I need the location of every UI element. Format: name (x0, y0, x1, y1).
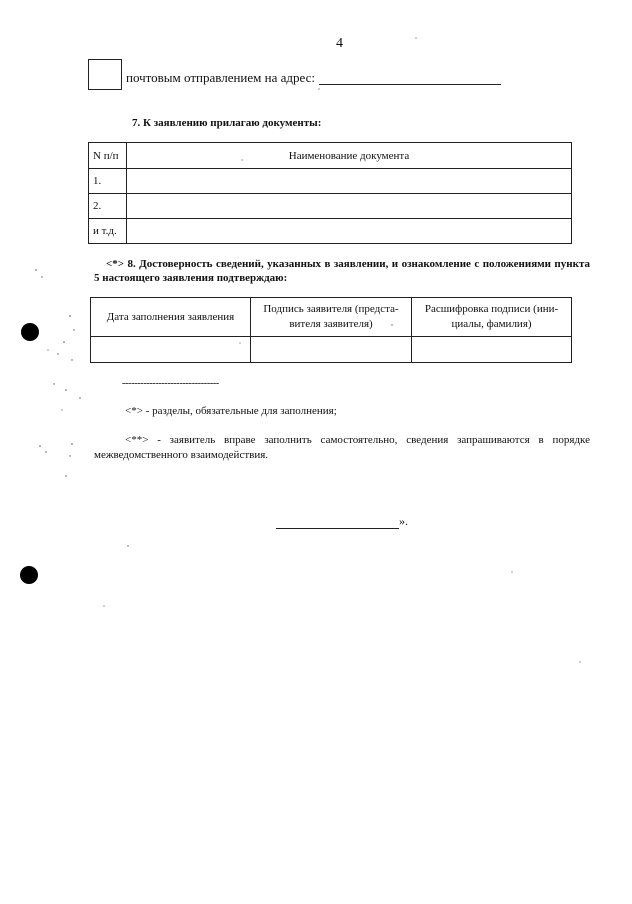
row-number: 1. (89, 169, 127, 194)
footnote-divider: -------------------------------- (122, 378, 219, 389)
column-header-document-name: Наименование документа (127, 143, 572, 169)
column-header-number: N п/п (89, 143, 127, 169)
footnote-optional: <**> - заявитель вправе заполнить самостоятельно, сведения запрашиваются в порядке межведомственного взаимодействия. (94, 434, 590, 461)
confirmation-text: <*> 8. Достоверность сведений, указанных в заявлении, и ознакомление с положениями пункта 5 настоящего заявления подтверждаю: (94, 258, 590, 284)
header-signature-text: Подпись заявителя (предста- вителя заявителя) (263, 303, 399, 330)
footnote-required: <*> - разделы, обязательные для заполнения; (125, 405, 337, 417)
postal-delivery-label: почтовым отправлением на адрес: (126, 69, 315, 85)
header-date-text: Дата заполнения заявления (106, 310, 235, 323)
header-decoding-text: Расшифровка подписи (ини- циалы, фамилия) (424, 303, 559, 330)
row-number: и т.д. (89, 219, 127, 244)
row-number: 2. (89, 194, 127, 219)
attachments-heading: 7. К заявлению прилагаю документы: (132, 117, 322, 129)
page-number: 4 (336, 36, 343, 51)
closing-mark: ». (399, 514, 408, 528)
